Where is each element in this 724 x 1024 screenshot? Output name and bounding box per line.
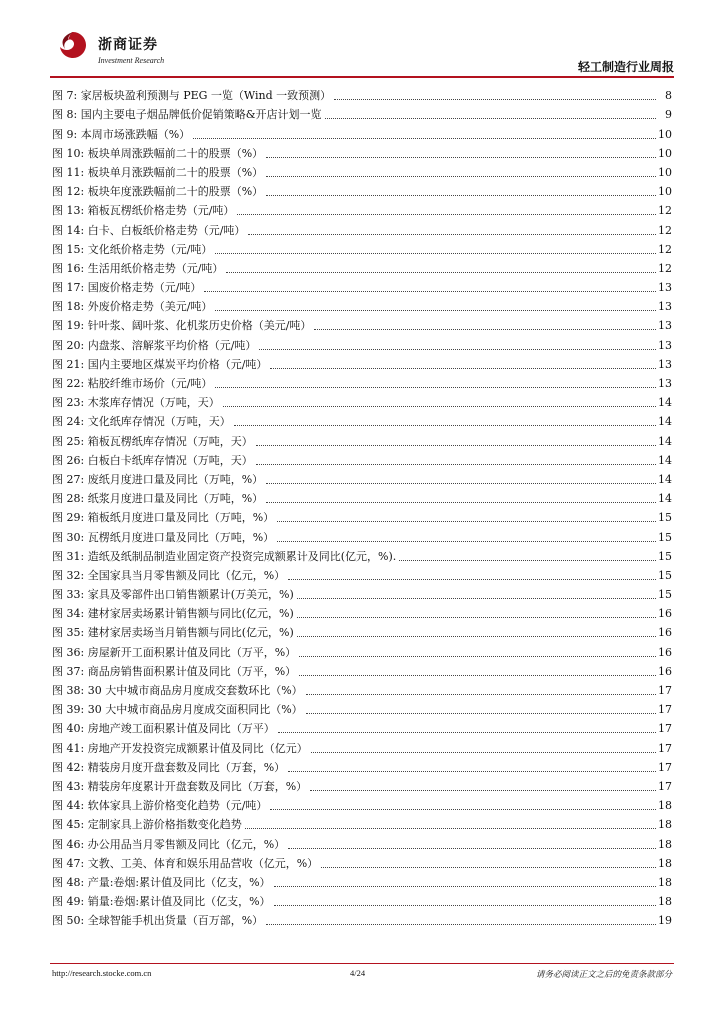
toc-entry-page: 13 [658,281,672,295]
toc-entry[interactable] [52,527,672,546]
toc-entry-label: 图 38: 30 大中城市商品房月度成交套数环比（%） [52,684,303,697]
toc-entry-label: 图 26: 白板白卡纸库存情况（万吨，天） [52,453,253,467]
toc-leader-dots [215,252,656,254]
toc-entry-label: 图 14: 白卡、白板纸价格走势（元/吨） [52,223,246,237]
toc-entry-page: 13 [658,319,672,333]
toc-entry-page: 12 [658,223,672,237]
toc-entry-page: 14 [658,453,672,467]
toc-leader-dots [226,271,656,273]
toc-entry-page: 17 [658,684,672,697]
toc-entry-label: 图 12: 板块年度涨跌幅前二十的股票（%） [52,185,264,199]
toc-entry-label: 图 27: 废纸月度进口量及同比（万吨，%） [52,472,264,486]
toc-leader-dots [321,866,656,868]
toc-leader-dots [256,463,656,465]
toc-entry-page: 16 [658,626,672,640]
toc-entry[interactable] [52,796,672,815]
toc-entry-page: 17 [658,779,672,793]
toc-leader-dots [204,290,656,292]
toc-entry[interactable] [52,259,672,278]
toc-leader-dots [223,405,656,407]
toc-entry[interactable] [52,758,672,777]
toc-entry-page: 15 [658,530,672,544]
toc-entry-page: 13 [658,357,672,371]
toc-leader-dots [248,233,656,235]
toc-entry-label: 图 44: 软体家具上游价格变化趋势（元/吨） [52,799,268,813]
toc-entry[interactable] [52,412,672,431]
toc-entry-label: 图 41: 房地产开发投资完成额累计值及同比（亿元） [52,741,308,755]
toc-entry[interactable] [52,854,672,873]
toc-entry-label: 图 33: 家具及零部件出口销售额累计(万美元，%) [52,588,294,602]
toc-entry[interactable] [52,719,672,738]
toc-entry[interactable] [52,105,672,124]
toc-entry[interactable] [52,240,672,259]
toc-leader-dots [310,789,656,791]
toc-leader-dots [266,482,656,484]
toc-entry-label: 图 37: 商品房销售面积累计值及同比（万平，%） [52,664,297,678]
toc-entry-page: 12 [658,204,672,218]
toc-entry-label: 图 34: 建材家居卖场累计销售额与同比(亿元，%) [52,607,294,621]
toc-entry-page: 12 [658,242,672,256]
toc-entry-label: 图 45: 定制家具上游价格指数变化趋势 [52,818,242,832]
toc-entry[interactable] [52,738,672,757]
toc-leader-dots [266,175,656,177]
toc-entry-page: 14 [658,415,672,429]
toc-leader-dots [266,501,656,503]
toc-entry-label: 图 32: 全国家具当月零售额及同比（亿元，%） [52,568,286,582]
toc-entry-label: 图 40: 房地产竣工面积累计值及同比（万平） [52,722,275,736]
toc-entry[interactable] [52,815,672,834]
toc-entry-page: 18 [658,818,672,832]
toc-entry-label: 图 21: 国内主要地区煤炭平均价格（元/吨） [52,357,268,371]
toc-entry-page: 10 [658,165,672,179]
footer-divider [50,963,674,964]
toc-entry-label: 图 24: 文化纸库存情况（万吨，天） [52,415,231,429]
toc-entry-page: 10 [658,146,672,160]
toc-leader-dots [297,597,656,599]
toc-entry-label: 图 17: 国废价格走势（元/吨） [52,281,202,295]
toc-entry-label: 图 9: 本周市场涨跌幅（%） [52,127,191,141]
toc-entry[interactable] [52,777,672,796]
toc-entry[interactable] [52,182,672,201]
toc-entry-page: 18 [658,799,672,813]
toc-leader-dots [288,847,656,849]
toc-entry-label: 图 13: 箱板瓦楞纸价格走势（元/吨） [52,204,235,218]
report-title: 轻工制造行业周报 [577,60,674,74]
toc-entry-page: 15 [658,588,672,602]
toc-entry-page: 17 [658,722,672,736]
toc-entry-page: 9 [665,108,672,122]
brand-name-cn: 浙商证券 [98,37,158,53]
toc-entry[interactable] [52,374,672,393]
toc-leader-dots [245,827,656,829]
toc-leader-dots [256,444,656,446]
toc-entry-label: 图 43: 精装房年度累计开盘套数及同比（万套，%） [52,779,308,793]
toc-leader-dots [274,885,656,887]
toc-entry-label: 图 28: 纸浆月度进口量及同比（万吨，%） [52,492,264,506]
toc-entry-page: 16 [658,645,672,659]
toc-entry[interactable] [52,834,672,853]
toc-entry-label: 图 16: 生活用纸价格走势（元/吨） [52,261,224,275]
toc-leader-dots [311,751,656,753]
toc-entry-label: 图 31: 造纸及纸制品制造业固定资产投资完成额累计及同比(亿元，%). [52,549,397,563]
toc-entry-label: 图 42: 精装房月度开盘套数及同比（万套，%） [52,760,286,774]
toc-entry-label: 图 39: 30 大中城市商品房月度成交面积同比（%） [52,703,303,717]
toc-entry-label: 图 10: 板块单周涨跌幅前二十的股票（%） [52,146,264,160]
toc-entry-label: 图 25: 箱板瓦楞纸库存情况（万吨，天） [52,434,253,448]
toc-entry-page: 15 [658,568,672,582]
toc-entry[interactable] [52,278,672,297]
toc-entry-label: 图 50: 全球智能手机出货量（百万部，%） [52,914,264,928]
toc-entry-label: 图 49: 销量:卷烟:累计值及同比（亿支，%） [52,895,271,909]
toc-leader-dots [334,98,656,100]
toc-leader-dots [288,770,656,772]
toc-entry-page: 14 [658,492,672,506]
toc-entry-page: 16 [658,664,672,678]
toc-entry-page: 18 [658,856,672,870]
toc-entry[interactable] [52,86,672,105]
toc-entry-label: 图 15: 文化纸价格走势（元/吨） [52,242,213,256]
toc-entry[interactable] [52,662,672,681]
toc-entry[interactable] [52,489,672,508]
toc-leader-dots [325,117,657,119]
toc-entry-page: 17 [658,703,672,717]
footer-disclaimer: 请务必阅读正文之后的免责条款部分 [535,970,672,980]
toc-leader-dots [399,559,656,561]
toc-entry-page: 18 [658,875,672,889]
toc-entry-page: 8 [665,89,672,103]
toc-leader-dots [277,520,656,522]
toc-entry-label: 图 23: 木浆库存情况（万吨，天） [52,396,220,410]
toc-entry-label: 图 36: 房屋新开工面积累计值及同比（万平，%） [52,645,297,659]
toc-entry[interactable] [52,124,672,143]
toc-entry-page: 18 [658,837,672,851]
toc-entry-page: 18 [658,895,672,909]
toc-entry[interactable] [52,892,672,911]
toc-entry-label: 图 20: 内盘浆、溶解浆平均价格（元/吨） [52,338,257,352]
toc-leader-dots [299,674,656,676]
toc-leader-dots [237,213,656,215]
brand-name-en: Investment Research [98,56,165,65]
toc-entry-page: 15 [658,549,672,563]
toc-entry[interactable] [52,642,672,661]
toc-entry-label: 图 7: 家居板块盈利预测与 PEG 一览（Wind 一致预测） [52,89,332,103]
toc-entry-label: 图 48: 产量:卷烟:累计值及同比（亿支，%） [52,875,271,889]
toc-entry[interactable] [52,316,672,335]
toc-entry[interactable] [52,163,672,182]
footer-page-number: 4/24 [350,968,366,978]
toc-leader-dots [306,712,656,714]
toc-entry[interactable] [52,355,672,374]
toc-leader-dots [270,367,656,369]
toc-entry-label: 图 30: 瓦楞纸月度进口量及同比（万吨，%） [52,530,275,544]
toc-entry-label: 图 22: 粘胶纤维市场价（元/吨） [52,377,213,390]
toc-leader-dots [193,137,656,139]
header-divider [50,76,674,78]
toc-entry-page: 10 [658,127,672,141]
toc-entry[interactable] [52,201,672,220]
toc-entry-page: 16 [658,607,672,621]
toc-entry-label: 图 47: 文教、工美、体育和娱乐用品营收（亿元，%） [52,856,319,870]
toc-entry-page: 19 [658,914,672,928]
toc-entry-label: 图 11: 板块单月涨跌幅前二十的股票（%） [52,165,264,179]
toc-entry-page: 14 [658,472,672,486]
page-header [0,0,724,80]
toc-leader-dots [299,655,656,657]
toc-leader-dots [278,731,656,733]
toc-entry-label: 图 19: 针叶浆、阔叶浆、化机浆历史价格（美元/吨） [52,319,312,333]
toc-entry[interactable] [52,297,672,316]
toc-leader-dots [277,540,656,542]
toc-leader-dots [266,194,656,196]
toc-entry-page: 12 [658,261,672,275]
toc-entry[interactable] [52,681,672,700]
figure-list [52,86,672,930]
toc-entry[interactable] [52,604,672,623]
toc-leader-dots [259,348,656,350]
toc-leader-dots [234,424,656,426]
toc-leader-dots [297,616,656,618]
toc-entry[interactable] [52,431,672,450]
toc-leader-dots [266,923,656,925]
toc-entry[interactable] [52,700,672,719]
toc-entry[interactable] [52,547,672,566]
toc-entry-page: 13 [658,300,672,314]
toc-entry-page: 14 [658,396,672,410]
toc-entry-label: 图 8: 国内主要电子烟品牌低价促销策略&开店计划一览 [52,108,322,122]
toc-entry[interactable] [52,335,672,354]
toc-leader-dots [266,156,656,158]
toc-leader-dots [288,578,656,580]
toc-entry-page: 13 [658,338,672,352]
toc-entry-label: 图 18: 外废价格走势（美元/吨） [52,300,213,314]
toc-leader-dots [297,635,656,637]
toc-entry-label: 图 46: 办公用品当月零售额及同比（亿元，%） [52,837,286,851]
footer-url[interactable]: http://research.stocke.com.cn [52,968,152,978]
toc-leader-dots [314,328,656,330]
toc-leader-dots [215,386,656,388]
toc-entry-label: 图 35: 建材家居卖场当月销售额与同比(亿元，%) [52,626,294,640]
toc-entry-page: 15 [658,511,672,525]
toc-entry-page: 14 [658,434,672,448]
toc-entry-page: 17 [658,760,672,774]
brokerage-logo-icon [58,30,88,60]
toc-entry[interactable] [52,144,672,163]
toc-entry[interactable] [52,393,672,412]
toc-entry[interactable] [52,220,672,239]
toc-entry-page: 13 [658,377,672,390]
toc-leader-dots [306,693,656,695]
toc-entry-page: 17 [658,741,672,755]
toc-entry-label: 图 29: 箱板纸月度进口量及同比（万吨，%） [52,511,275,525]
toc-entry[interactable] [52,470,672,489]
toc-entry[interactable] [52,873,672,892]
toc-entry-page: 10 [658,185,672,199]
toc-leader-dots [215,309,656,311]
toc-leader-dots [270,808,656,810]
toc-entry[interactable] [52,451,672,470]
toc-entry[interactable] [52,508,672,527]
toc-entry[interactable] [52,566,672,585]
toc-entry[interactable] [52,911,672,930]
toc-entry[interactable] [52,623,672,642]
toc-entry[interactable] [52,585,672,604]
toc-leader-dots [274,904,656,906]
